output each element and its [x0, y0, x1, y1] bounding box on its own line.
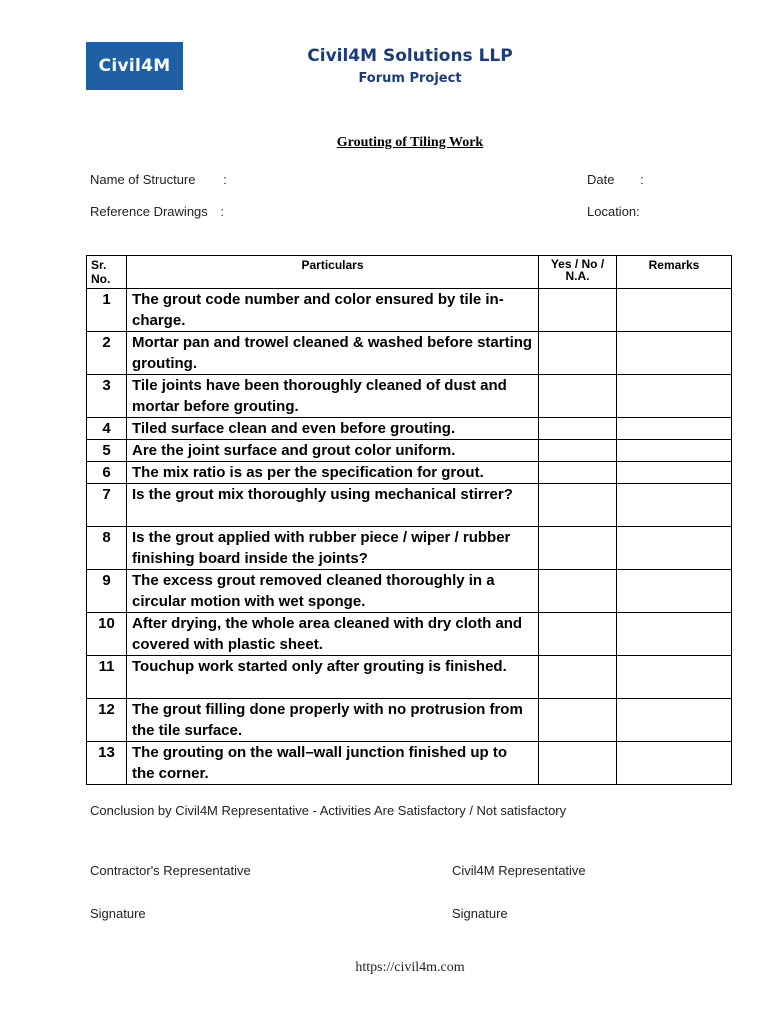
row-yes-no-cell[interactable] [539, 462, 617, 484]
row-remarks-cell[interactable] [617, 289, 732, 332]
row-yes-no-cell[interactable] [539, 418, 617, 440]
document-title: Grouting of Tiling Work [336, 135, 484, 150]
name-of-structure-label: Name of Structure [90, 172, 196, 187]
row-remarks-cell[interactable] [617, 484, 732, 527]
row-particular: Touchup work started only after grouting is finished. [127, 656, 539, 699]
row-remarks-cell[interactable] [617, 570, 732, 613]
row-particular: Is the grout mix thoroughly using mechanical stirrer? [127, 484, 539, 527]
row-particular: The grout filling done properly with no protrusion from the tile surface. [127, 699, 539, 742]
row-yes-no-cell[interactable] [539, 613, 617, 656]
company-name: Civil4M Solutions LLP [307, 46, 513, 66]
row-particular: Mortar pan and trowel cleaned & washed before starting grouting. [127, 332, 539, 375]
contractor-representative-label: Contractor's Representative [90, 863, 251, 878]
table-row [87, 527, 732, 570]
row-particular: After drying, the whole area cleaned with dry cloth and covered with plastic sheet. [127, 613, 539, 656]
conclusion-text: Conclusion by Civil4M Representative - Activities Are Satisfactory / Not satisfactory [90, 803, 567, 818]
table-row [87, 375, 732, 418]
row-yes-no-cell[interactable] [539, 332, 617, 375]
row-sr: 12 [87, 699, 127, 742]
header-yes-no-na: Yes / No / N.A. [539, 256, 617, 289]
reference-drawings-field [90, 204, 224, 219]
row-yes-no-cell[interactable] [539, 656, 617, 699]
row-sr: 1 [87, 289, 127, 332]
row-remarks-cell[interactable] [617, 462, 732, 484]
row-sr: 9 [87, 570, 127, 613]
row-particular: Tiled surface clean and even before grouting. [127, 418, 539, 440]
table-header-row [87, 256, 732, 289]
project-name: Forum Project [358, 71, 462, 86]
civil4m-signature-label: Signature [452, 906, 508, 921]
table-row [87, 289, 732, 332]
colon: : [223, 172, 227, 187]
table-row [87, 418, 732, 440]
table-row [87, 462, 732, 484]
footer-url[interactable]: https://civil4m.com [355, 960, 465, 975]
date-label: Date [587, 172, 615, 187]
row-remarks-cell[interactable] [617, 613, 732, 656]
row-particular: Is the grout applied with rubber piece / wiper / rubber finishing board inside the joints? [127, 527, 539, 570]
row-remarks-cell[interactable] [617, 332, 732, 375]
row-remarks-cell[interactable] [617, 742, 732, 785]
row-yes-no-cell[interactable] [539, 527, 617, 570]
table-row [87, 613, 732, 656]
row-sr: 6 [87, 462, 127, 484]
row-particular: The mix ratio is as per the specification for grout. [127, 462, 539, 484]
row-yes-no-cell[interactable] [539, 699, 617, 742]
row-sr: 10 [87, 613, 127, 656]
colon: : [220, 204, 225, 219]
row-sr: 8 [87, 527, 127, 570]
colon: : [640, 172, 644, 187]
row-yes-no-cell[interactable] [539, 484, 617, 527]
row-yes-no-cell[interactable] [539, 440, 617, 462]
row-sr: 13 [87, 742, 127, 785]
row-particular: The excess grout removed cleaned thoroughly in a circular motion with wet sponge. [127, 570, 539, 613]
row-yes-no-cell[interactable] [539, 375, 617, 418]
row-particular: Are the joint surface and grout color uniform. [127, 440, 539, 462]
row-yes-no-cell[interactable] [539, 570, 617, 613]
row-sr: 5 [87, 440, 127, 462]
reference-drawings-label: Reference Drawings [90, 204, 208, 219]
header-particulars: Particulars [127, 256, 539, 289]
contractor-signature-label: Signature [90, 906, 146, 921]
row-sr: 3 [87, 375, 127, 418]
row-remarks-cell[interactable] [617, 527, 732, 570]
name-of-structure-field [90, 172, 227, 187]
row-remarks-cell[interactable] [617, 440, 732, 462]
header-sr-no: Sr. No. [87, 256, 127, 289]
row-yes-no-cell[interactable] [539, 289, 617, 332]
row-particular: The grout code number and color ensured by tile in-charge. [127, 289, 539, 332]
location-field [587, 204, 640, 219]
row-remarks-cell[interactable] [617, 375, 732, 418]
header-remarks: Remarks [617, 256, 732, 289]
row-particular: Tile joints have been thoroughly cleaned of dust and mortar before grouting. [127, 375, 539, 418]
civil4m-representative-label: Civil4M Representative [452, 863, 586, 878]
row-particular: The grouting on the wall–wall junction finished up to the corner. [127, 742, 539, 785]
row-remarks-cell[interactable] [617, 418, 732, 440]
table-row [87, 570, 732, 613]
table-row [87, 484, 732, 527]
row-sr: 4 [87, 418, 127, 440]
table-row [87, 332, 732, 375]
row-remarks-cell[interactable] [617, 699, 732, 742]
location-label: Location: [587, 204, 640, 219]
logo-text: Civil4M [98, 56, 171, 76]
date-field [587, 172, 644, 187]
table-row [87, 440, 732, 462]
row-remarks-cell[interactable] [617, 656, 732, 699]
row-sr: 7 [87, 484, 127, 527]
table-row [87, 699, 732, 742]
table-row [87, 742, 732, 785]
table-row [87, 656, 732, 699]
row-yes-no-cell[interactable] [539, 742, 617, 785]
company-logo [86, 42, 183, 90]
row-sr: 11 [87, 656, 127, 699]
row-sr: 2 [87, 332, 127, 375]
checklist-table [86, 255, 732, 785]
